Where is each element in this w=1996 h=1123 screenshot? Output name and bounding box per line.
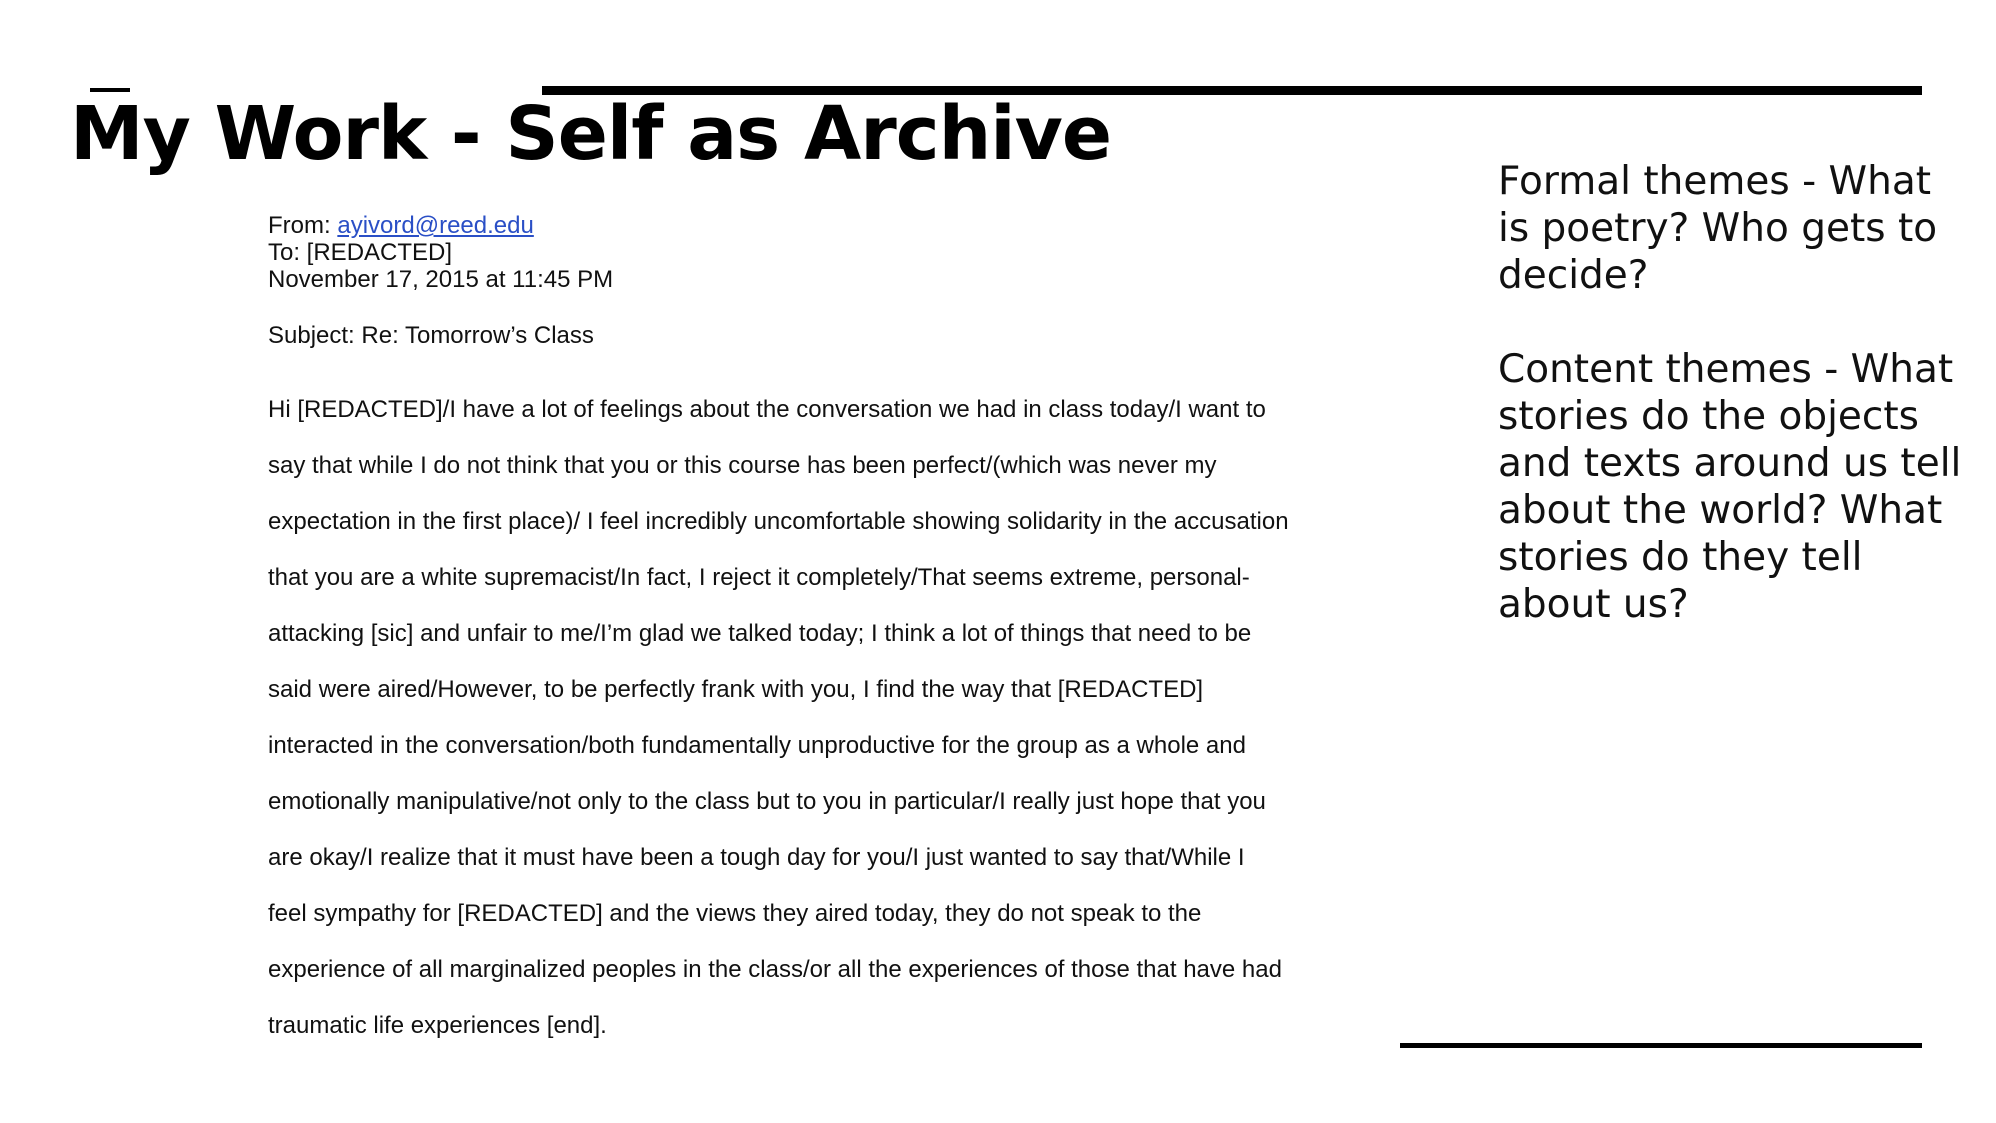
email-body-line: experience of all marginalized peoples in the class/or all the experiences of those that have had	[268, 956, 1282, 983]
email-body-line: expectation in the first place)/ I feel incredibly uncomfortable showing solidarity in the accusation	[268, 508, 1289, 535]
email-body	[268, 396, 1308, 1068]
email-from-line	[268, 212, 1308, 239]
themes-panel	[1498, 158, 1968, 628]
email-date-line: November 17, 2015 at 11:45 PM	[268, 266, 614, 293]
email-body-line: Hi [REDACTED]/I have a lot of feelings about the conversation we had in class today/I want to	[268, 396, 1266, 423]
email-from-link[interactable]: ayivord@reed.edu	[337, 212, 534, 239]
email-subject-line: Subject: Re: Tomorrow’s Class	[268, 322, 594, 349]
email-body-line: attacking [sic] and unfair to me/I’m glad we talked today; I think a lot of things that need to be	[268, 620, 1252, 647]
email-body-line: are okay/I realize that it must have been a tough day for you/I just wanted to say that/While I	[268, 844, 1245, 871]
content-themes-text: Content themes - What stories do the objects and texts around us tell about the world? What stories do they tell about us?	[1498, 347, 1962, 627]
page-title: My Work - Self as Archive	[70, 91, 1112, 177]
email-to-line: To: [REDACTED]	[268, 239, 453, 266]
email-from-label: From:	[268, 212, 331, 239]
formal-themes-text: Formal themes - What is poetry? Who gets to decide?	[1498, 159, 1938, 298]
email-screenshot	[268, 212, 1308, 1068]
email-body-line: traumatic life experiences [end].	[268, 1012, 607, 1039]
email-body-line: interacted in the conversation/both fundamentally unproductive for the group as a whole and	[268, 732, 1246, 759]
email-body-line: emotionally manipulative/not only to the class but to you in particular/I really just hope that you	[268, 788, 1266, 815]
email-body-line: say that while I do not think that you or this course has been perfect/(which was never my	[268, 452, 1217, 479]
email-body-line: feel sympathy for [REDACTED] and the views they aired today, they do not speak to the	[268, 900, 1202, 927]
bottom-divider-rule	[1400, 1043, 1922, 1048]
email-body-line: that you are a white supremacist/In fact, I reject it completely/That seems extreme, personal-	[268, 564, 1250, 591]
email-body-line: said were aired/However, to be perfectly frank with you, I find the way that [REDACTED]	[268, 676, 1204, 703]
